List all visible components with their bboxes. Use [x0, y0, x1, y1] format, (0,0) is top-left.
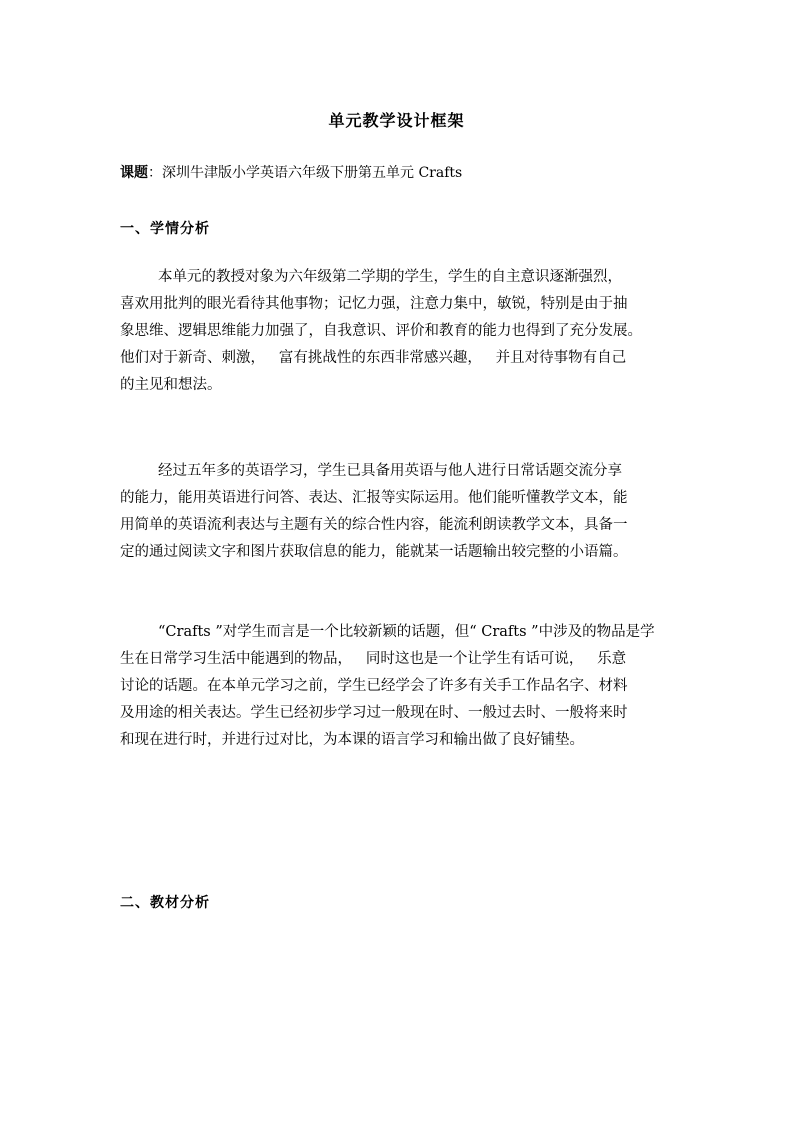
paragraph-line: 生在日常学习生活中能遇到的物品， 同时这也是一个让学生有话可说， 乐意: [120, 651, 627, 667]
paragraph-line: 和现在进行时，并进行过对比，为本课的语言学习和输出做了良好铺垫。: [120, 732, 584, 748]
paragraph-line: 及用途的相关表达。学生已经初步学习过一般现在时、一般过去时、一般将来时: [120, 705, 628, 721]
paragraph-line: 用简单的英语流利表达与主题有关的综合性内容，能流利朗读教学文本，具备一: [120, 517, 628, 533]
paragraph-line: 定的通过阅读文字和图片获取信息的能力，能就某一话题输出较完整的小语篇。: [120, 544, 628, 560]
paragraph-line: 的主见和想法。: [120, 377, 222, 393]
paragraph-line: “Crafts ”对学生而言是一个比较新颖的话题，但“ Crafts ”中涉及的物品是学: [158, 624, 655, 640]
paragraph-3: [120, 619, 676, 754]
paragraph-line: 的能力，能用英语进行问答、表达、汇报等实际运用。他们能听懂教学文本，能: [120, 490, 628, 506]
topic-value: 深圳牛津版小学英语六年级下册第五单元 Crafts: [162, 165, 463, 181]
paragraph-2: [120, 458, 676, 566]
topic-line: [120, 162, 462, 182]
paragraph-1: [120, 264, 676, 399]
page-title: 单元教学设计框架: [328, 111, 465, 130]
topic-separator: ：: [148, 165, 162, 181]
section-heading-learner-analysis: 一、学情分析: [120, 221, 210, 237]
paragraph-line: 象思维、逻辑思维能力加强了，自我意识、评价和教育的能力也得到了充分发展。: [120, 323, 642, 339]
paragraph-line: 本单元的教授对象为六年级第二学期的学生，学生的自主意识逐渐强烈，: [158, 269, 622, 285]
paragraph-line: 讨论的话题。在本单元学习之前，学生已经学会了许多有关手工作品名字、材料: [120, 678, 628, 694]
paragraph-line: 喜欢用批判的眼光看待其他事物；记忆力强，注意力集中，敏锐，特别是由于抽: [120, 296, 628, 312]
paragraph-line: 他们对于新奇、刺激， 富有挑战性的东西非常感兴趣， 并且对待事物有自己: [120, 350, 627, 366]
section-heading-textbook-analysis: 二、教材分析: [120, 895, 210, 911]
paragraph-line: 经过五年多的英语学习，学生已具备用英语与他人进行日常话题交流分享: [158, 463, 622, 479]
topic-label: 课题: [120, 165, 148, 181]
